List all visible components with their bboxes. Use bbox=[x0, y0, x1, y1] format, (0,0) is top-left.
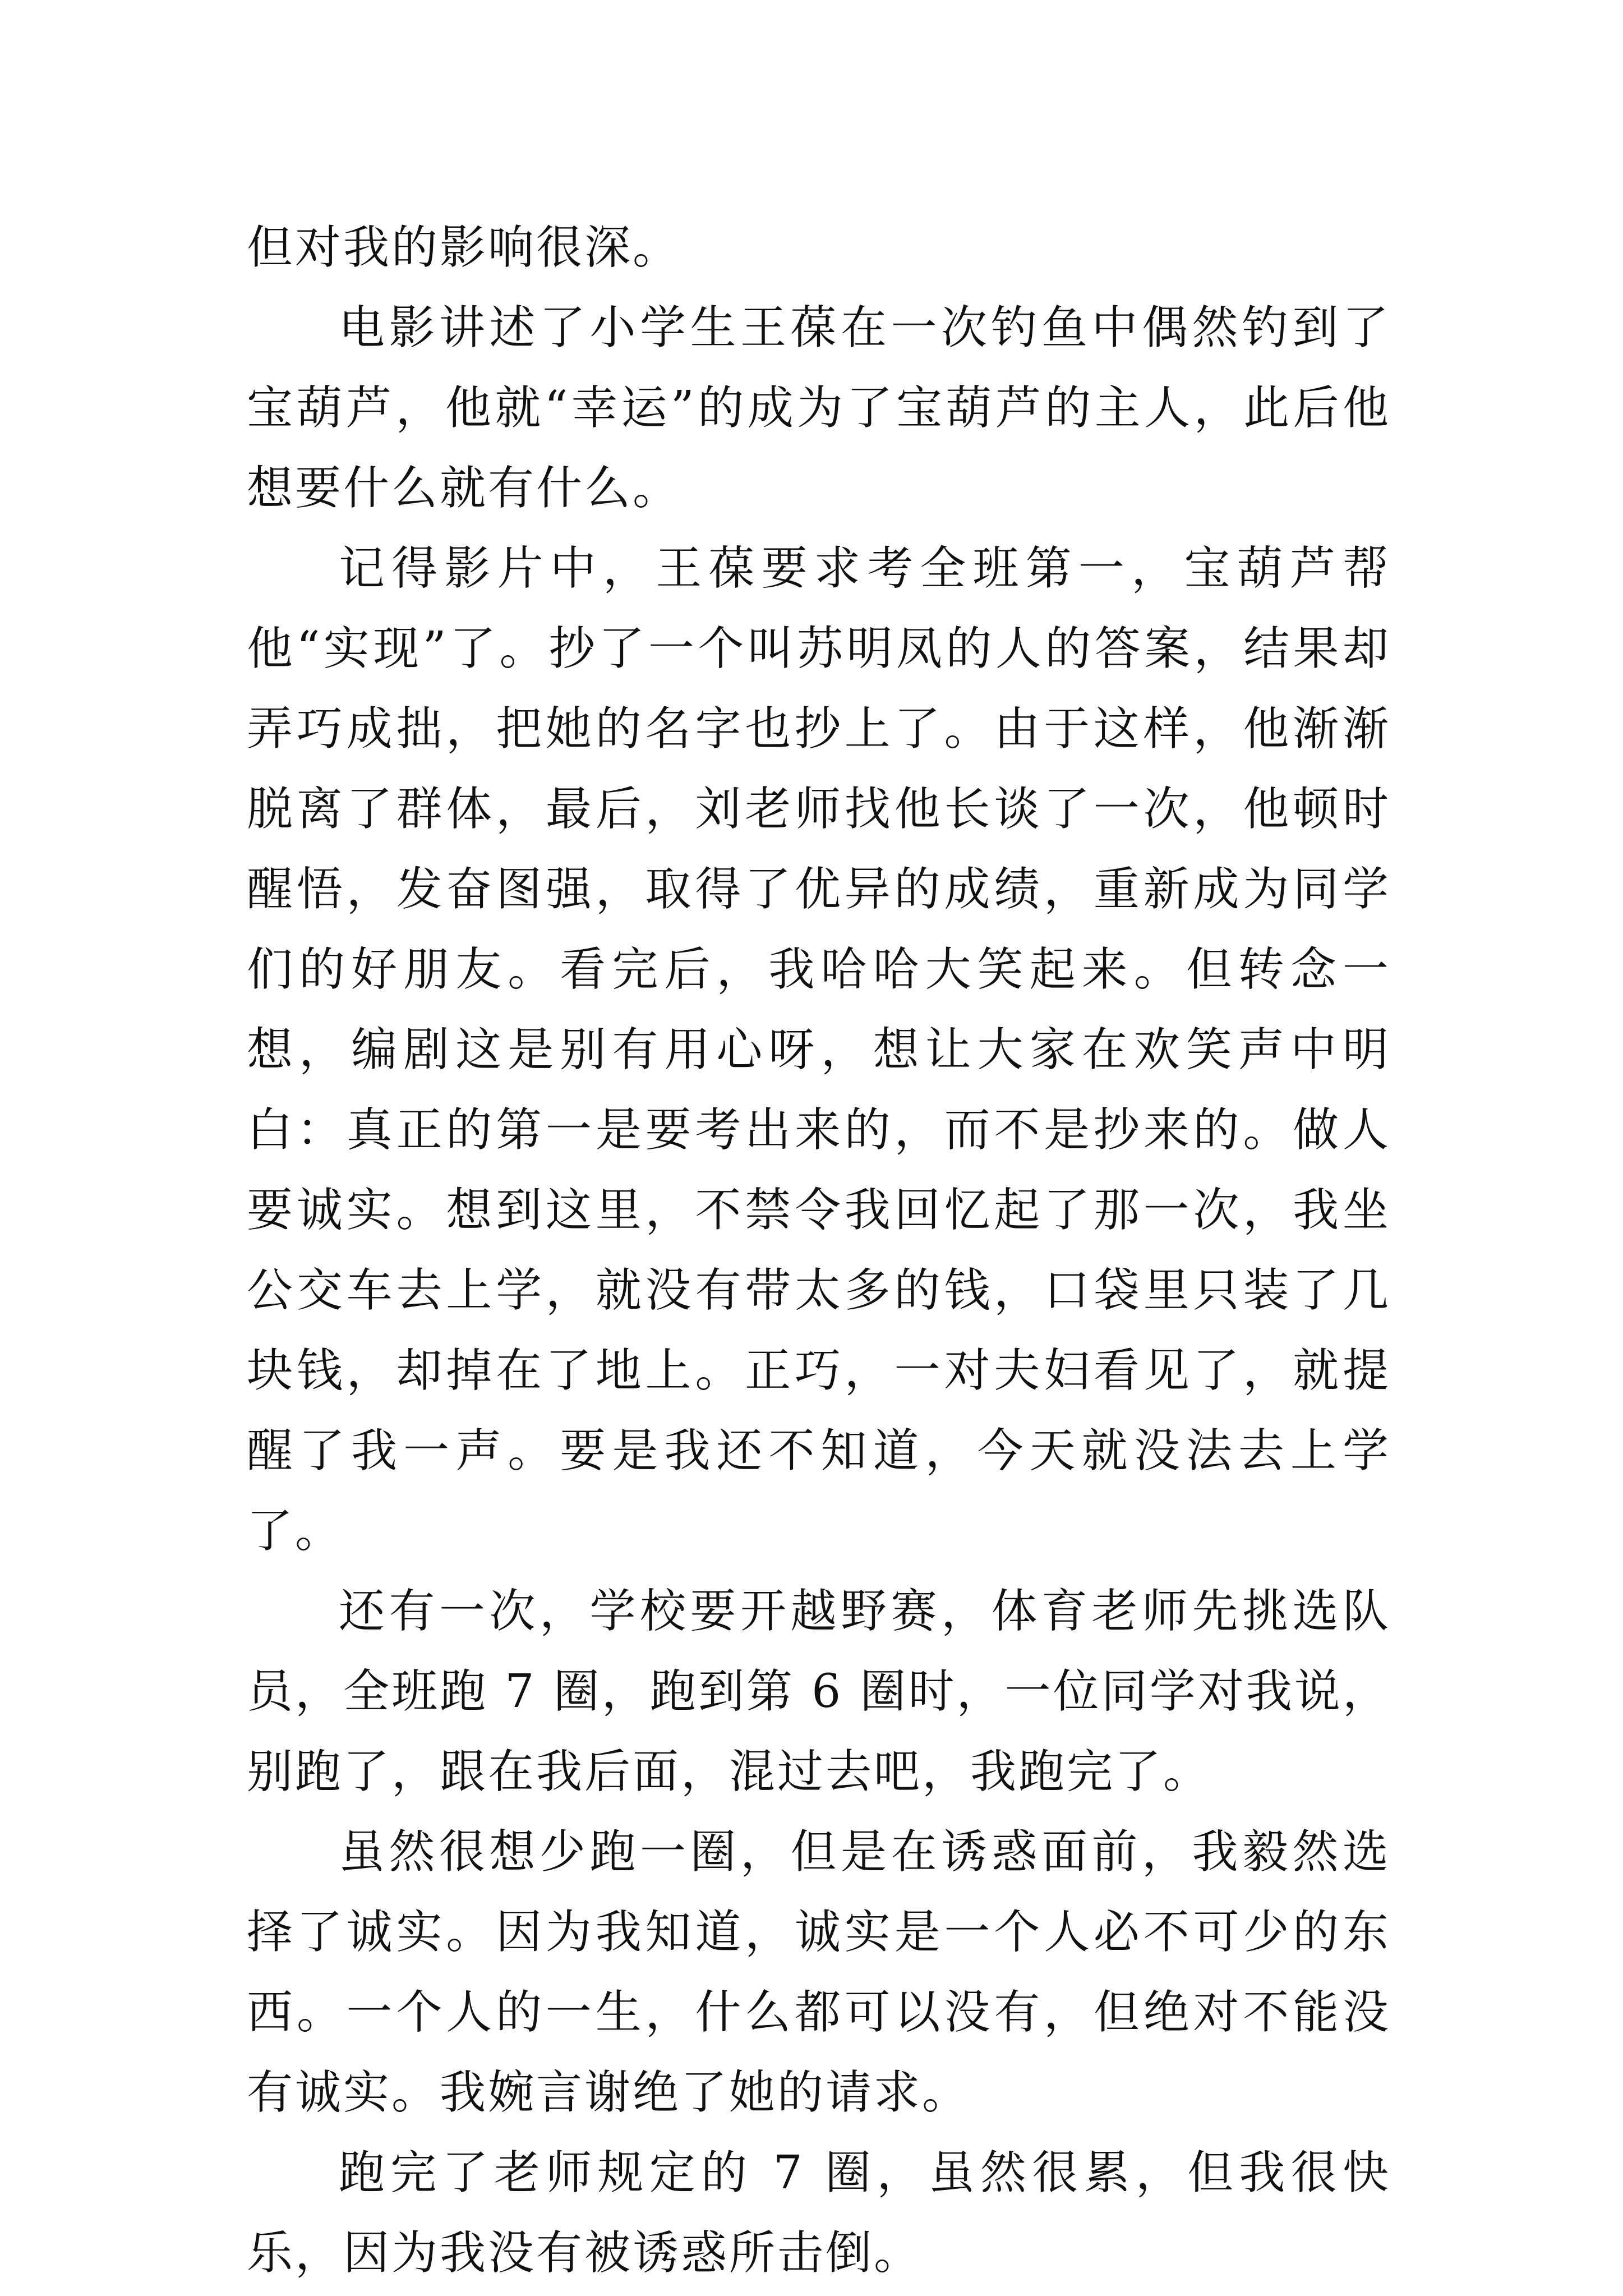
paragraph-3: 记得影片中，王葆要求考全班第一，宝葫芦帮他“实现”了。抄了一个叫苏明凤的人的答案，结果却弄巧成拙，把她的名字也抄上了。由于这样，他渐渐脱离了群体，最后，刘老师找他长谈了一次，他顿时醒悟，发奋图强，取得了优异的成绩，重新成为同学们的好朋友。看完后，我哈哈大笑起来。但转念一想，编剧这是别有用心呀，想让大家在欢笑声中明白：真正的第一是要考出来的，而不是抄来的。做人要诚实。想到这里，不禁令我回忆起了那一次，我坐公交车去上学，就没有带太多的钱，口袋里只装了几块钱，却掉在了地上。正巧，一对夫妇看见了，就提醒了我一声。要是我还不知道，今天就没法去上学了。 bbox=[247, 542, 1391, 1558]
paragraph-5: 虽然很想少跑一圈，但是在诱惑面前，我毅然选择了诚实。因为我知道，诚实是一个人必不可少的东西。一个人的一生，什么都可以没有，但绝对不能没有诚实。我婉言谢绝了她的请求。 bbox=[247, 1825, 1391, 2119]
paragraph-6: 跑完了老师规定的 7 圈，虽然很累，但我很快乐，因为我没有被诱惑所击倒。 bbox=[247, 2146, 1391, 2280]
paragraph-1: 但对我的影响很深。 bbox=[247, 221, 681, 274]
paragraph-2: 电影讲述了小学生王葆在一次钓鱼中偶然钓到了宝葫芦，他就“幸运”的成为了宝葫芦的主人，此后他想要什么就有什么。 bbox=[247, 301, 1391, 515]
document-body bbox=[247, 208, 1391, 2293]
paragraph-4: 还有一次，学校要开越野赛，体育老师先挑选队员，全班跑 7 圈，跑到第 6 圈时，一位同学对我说，别跑了，跟在我后面，混过去吧，我跑完了。 bbox=[247, 1585, 1391, 1798]
